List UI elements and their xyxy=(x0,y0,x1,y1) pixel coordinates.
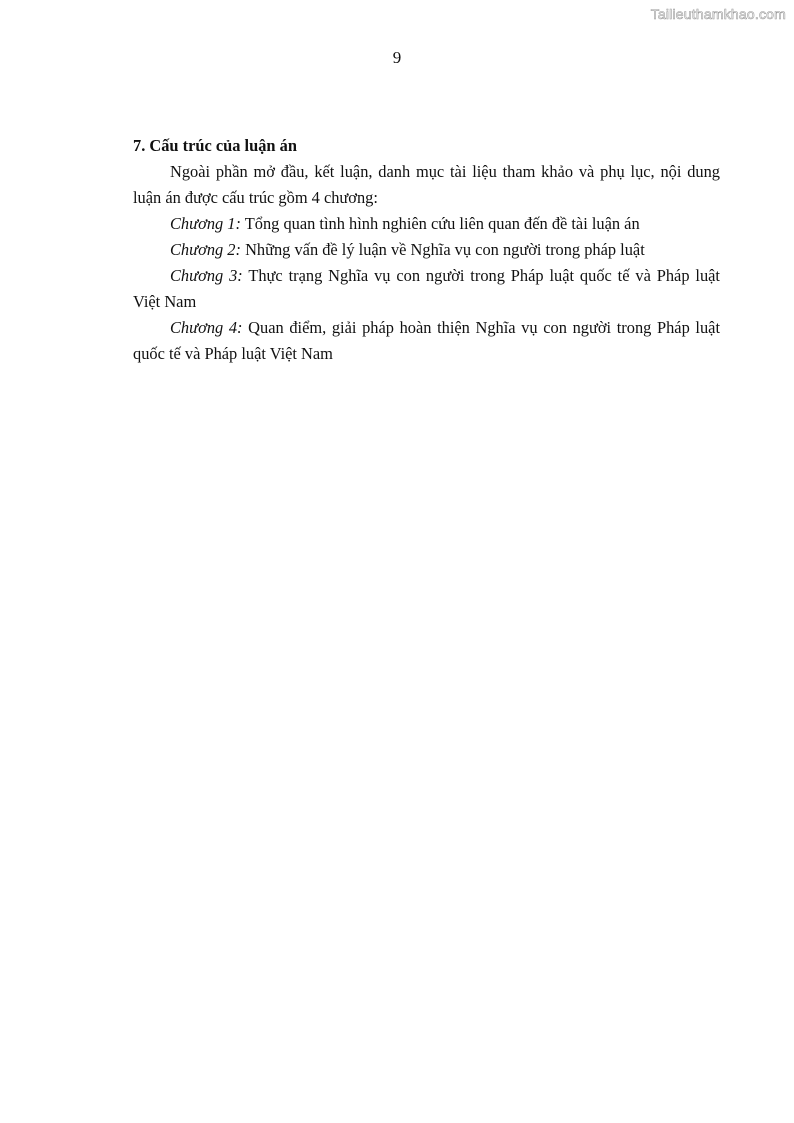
chapter-item-4 xyxy=(133,315,720,367)
chapter-item-1 xyxy=(133,211,720,237)
chapter-label: Chương 4: xyxy=(170,318,243,337)
chapter-title: Thực trạng Nghĩa vụ con người trong Pháp luật quốc tế và Pháp luật Việt Nam xyxy=(133,266,720,311)
chapter-title: Những vấn đề lý luận về Nghĩa vụ con người trong pháp luật xyxy=(240,240,645,259)
chapter-title: Quan điểm, giải pháp hoàn thiện Nghĩa vụ con người trong Pháp luật quốc tế và Pháp luật Việt Nam xyxy=(133,318,720,363)
chapter-label: Chương 1: xyxy=(170,214,241,233)
section-heading: 7. Cấu trúc của luận án xyxy=(133,136,297,155)
page-number: 9 xyxy=(392,48,402,67)
chapter-title: Tổng quan tình hình nghiên cứu liên quan đến đề tài luận án xyxy=(240,214,640,233)
chapter-item-3 xyxy=(133,263,720,315)
document-body xyxy=(133,133,720,367)
chapter-label: Chương 3: xyxy=(170,266,243,285)
chapter-label: Chương 2: xyxy=(170,240,241,259)
watermark-logo: Tailieuthamkhao.com xyxy=(650,6,786,22)
intro-paragraph: Ngoài phần mở đầu, kết luận, danh mục tài liệu tham khảo và phụ lục, nội dung luận án được cấu trúc gồm 4 chương: xyxy=(133,162,720,207)
chapter-item-2 xyxy=(133,237,720,263)
